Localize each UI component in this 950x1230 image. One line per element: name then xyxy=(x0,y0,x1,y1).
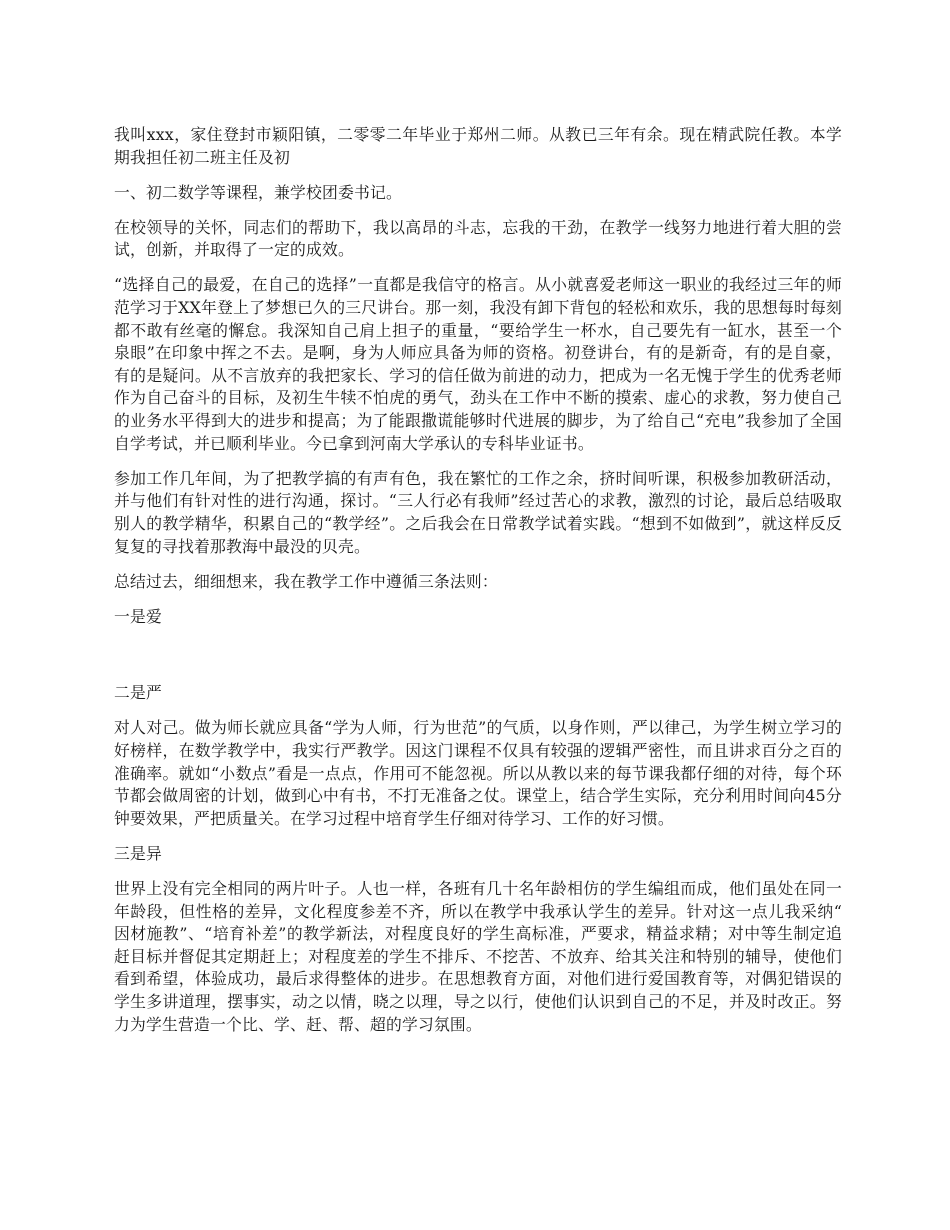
heading-love: 一是爱 xyxy=(114,606,162,626)
paragraph-difference: 世界上没有完全相同的两片叶子。人也一样，各班有几十名年龄相仿的学生编组而成，他们虽处在同一年龄段，但性格的差异，文化程度参差不齐，所以在教学中我承认学生的差异。针对这一点儿我采纳“因材施教”、“培育补差”的教学新法，对程度良好的学生高标准，严要求，精益求精；对中等生制定追赶目标并督促其定期赶上；对程度差的学生不排斥、不挖苦、不放弃、给其关注和特别的辅导，使他们看到希望，体验成功，最后求得整体的进步。在思想教育方面，对他们进行爱国教育等，对偶犯错误的学生多讲道理，摆事实，动之以情，晓之以理，导之以行，使他们认识到自己的不足，并及时改正。努力为学生营造一个比、学、赶、帮、超的学习氛围。 xyxy=(114,878,842,1034)
paragraph-intro: 我叫xxx，家住登封市颖阳镇，二零零二年毕业于郑州二师。从教已三年有余。现在精武院任教。本学期我担任初二班主任及初 xyxy=(114,125,842,167)
paragraph-teaching-research: 参加工作几年间，为了把教学搞的有声有色，我在繁忙的工作之余，挤时间听课，积极参加教研活动，并与他们有针对性的进行沟通，探讨。“三人行必有我师”经过苦心的求教，激烈的讨论，最后总结吸取别人的教学精华，积累自己的“教学经”。之后我会在日常教学试着实践。“想到不如做到”，就这样反反复复的寻找着那教海中最没的贝壳。 xyxy=(114,468,842,556)
paragraph-achievement: 在校领导的关怀，同志们的帮助下，我以高昂的斗志，忘我的干劲，在教学一线努力地进行着大胆的尝试，创新，并取得了一定的成效。 xyxy=(114,217,842,260)
document-body xyxy=(114,124,842,1049)
paragraph-strict: 对人对己。做为师长就应具备“学为人师，行为世范”的气质，以身作则，严以律己，为学生树立学习的好榜样，在数学教学中，我实行严教学。因这门课程不仅具有较强的逻辑严密性，而且讲求百分之百的准确率。就如“小数点”看是一点点，作用可不能忽视。所以从教以来的每节课我都仔细的对待，每个环节都会做周密的计划，做到心中有书，不打无准备之仗。课堂上，结合学生实际，充分利用时间向45分钟要效果，严把质量关。在学习过程中培育学生仔细对待学习、工作的好习惯。 xyxy=(114,718,842,828)
paragraph-intro-continued: 一、初二数学等课程，兼学校团委书记。 xyxy=(114,182,402,202)
heading-strict: 二是严 xyxy=(114,683,162,703)
heading-difference: 三是异 xyxy=(114,843,162,863)
paragraph-motto: “选择自己的最爱，在自己的选择”一直都是我信守的格言。从小就喜爱老师这一职业的我经过三年的师范学习于XX年登上了梦想已久的三尺讲台。那一刻，我没有卸下背包的轻松和欢乐，我的思想每时每刻都不敢有丝毫的懈怠。我深知自己肩上担子的重量，“要给学生一杯水，自己要先有一缸水，甚至一个泉眼”在印象中挥之不去。是啊，身为人师应具备为师的资格。初登讲台，有的是新奇，有的是自豪，有的是疑问。从不言放弃的我把家长、学习的信任做为前进的动力，把成为一名无愧于学生的优秀老师作为自己奋斗的目标，及初生牛犊不怕虎的勇气，劲头在工作中不断的摸索、虚心的求教，努力使自己的业务水平得到大的进步和提高；为了能跟撒谎能够时代进展的脚步，为了给自己“充电”我参加了全国自学考试，并已顺利毕业。今已拿到河南大学承认的专科毕业证书。 xyxy=(114,275,842,453)
paragraph-summary: 总结过去，细细想来，我在教学工作中遵循三条法则： xyxy=(114,571,498,591)
